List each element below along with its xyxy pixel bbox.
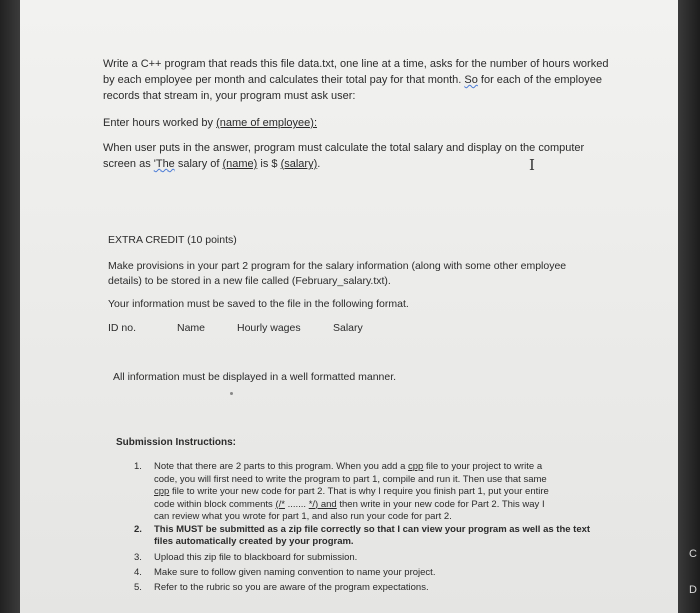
output-period: . <box>317 158 321 170</box>
text-cursor-icon: I <box>529 156 535 174</box>
intro-line-3: records that stream in, your program must ask user: <box>103 90 356 102</box>
intro-line-2 <box>103 72 602 88</box>
left-background-edge <box>0 0 20 613</box>
extra-credit-para-1-line-2: details) to be stored in a new file called (February_salary.txt). <box>108 275 391 287</box>
extra-credit-heading: EXTRA CREDIT (10 points) <box>108 234 237 246</box>
submission-heading: Submission Instructions: <box>116 437 237 448</box>
item-1-line-1-tail: file to your project to write a <box>423 461 543 472</box>
list-item <box>134 552 604 565</box>
so-word: So <box>464 74 478 86</box>
intro-line-2-text: by each employee per month and calculates their total pay for that month. <box>103 74 465 86</box>
item-1-line-2: code, you will first need to write the program to part 1, compile and run it. Then use that same <box>154 473 547 485</box>
cpp-word: cpp <box>408 461 424 472</box>
list-item <box>134 524 604 549</box>
right-background-edge <box>678 0 700 613</box>
output-is: is $ <box>257 158 281 170</box>
speck-mark <box>230 392 233 395</box>
prompt-line <box>103 115 317 131</box>
intro-line-2-tail: for each of the employee <box>477 74 602 86</box>
item-number: 4. <box>134 567 142 578</box>
cpp-word: cpp <box>154 486 170 497</box>
name-token: (name) <box>222 158 258 170</box>
prompt-prefix: Enter hours worked by <box>103 117 217 129</box>
column-hourly-wages: Hourly wages <box>237 322 301 334</box>
output-mid: salary of <box>174 158 223 170</box>
list-item <box>134 582 604 595</box>
salary-token: (salary) <box>280 158 318 170</box>
item-1-line-4-text: code within block comments <box>154 498 276 510</box>
item-2-line-1: This MUST be submitted as a zip file correctly so that I can view your program as well as the text <box>154 523 591 535</box>
column-name: Name <box>177 322 206 334</box>
item-1-line-3 <box>154 486 604 499</box>
item-number: 1. <box>134 461 142 472</box>
item-1-line-1 <box>154 461 604 474</box>
item-1-line-4-tail: then write in your new code for Part 2. This way I <box>336 498 545 510</box>
item-1-line-3-text: file to write your new code for part 2. That is why I require you finish part 1, put your entire <box>169 486 549 497</box>
item-number: 2. <box>134 523 142 535</box>
output-line-1: When user puts in the answer, program must calculate the total salary and display on the computer <box>103 142 585 154</box>
column-id-no: ID no. <box>108 322 137 334</box>
comment-open-token: (/* <box>275 498 285 510</box>
edge-letter-c: C <box>689 548 697 560</box>
item-3-text: Upload this zip file to blackboard for submission. <box>154 551 358 563</box>
extra-credit-para-3: All information must be displayed in a well formatted manner. <box>113 371 397 383</box>
item-2-line-2: files automatically created by your program. <box>154 536 354 547</box>
item-4-text: Make sure to follow given naming convention to name your project. <box>154 567 436 578</box>
output-prefix: screen as <box>103 158 154 170</box>
name-of-employee-token: (name of employee): <box>216 117 318 129</box>
comment-close-token: */) and <box>308 498 337 510</box>
extra-credit-para-2: Your information must be saved to the file in the following format. <box>108 298 409 310</box>
item-1-line-4 <box>154 499 604 512</box>
quote-the-word: 'The <box>153 158 175 170</box>
list-item <box>134 461 604 524</box>
item-number: 3. <box>134 551 142 563</box>
item-1-line-5: can review what you wrote for part 1, and also run your code for part 2. <box>154 511 452 522</box>
intro-line-1: Write a C++ program that reads this file data.txt, one line at a time, asks for the number of hours worked <box>103 58 609 70</box>
edge-letter-d: D <box>689 584 697 596</box>
item-1-line-1-text: Note that there are 2 parts to this program. When you add a <box>154 461 408 472</box>
list-item <box>134 567 604 580</box>
comment-dots: ....... <box>284 498 309 510</box>
item-5-text: Refer to the rubric so you are aware of the program expectations. <box>154 581 429 593</box>
output-line-2 <box>103 156 320 172</box>
extra-credit-para-1-line-1: Make provisions in your part 2 program for the salary information (along with some other employee <box>108 260 567 272</box>
column-salary: Salary <box>333 322 363 334</box>
submission-list <box>134 461 604 594</box>
item-number: 5. <box>134 581 142 593</box>
document-page <box>20 0 678 613</box>
